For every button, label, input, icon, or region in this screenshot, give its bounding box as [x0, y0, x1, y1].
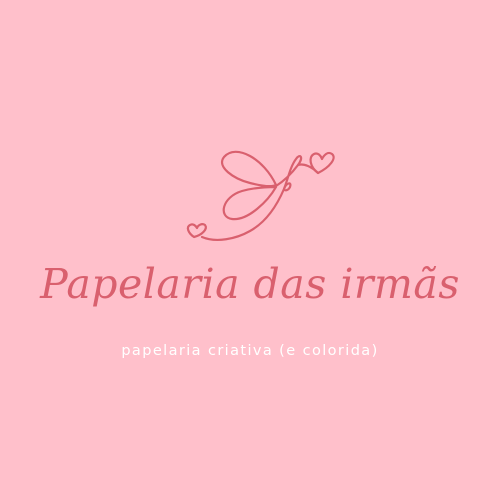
brand-name: Papelaria das irmãs: [40, 260, 460, 308]
butterfly-hearts-icon: [180, 145, 340, 255]
tagline: papelaria criativa (e colorida): [121, 343, 379, 359]
